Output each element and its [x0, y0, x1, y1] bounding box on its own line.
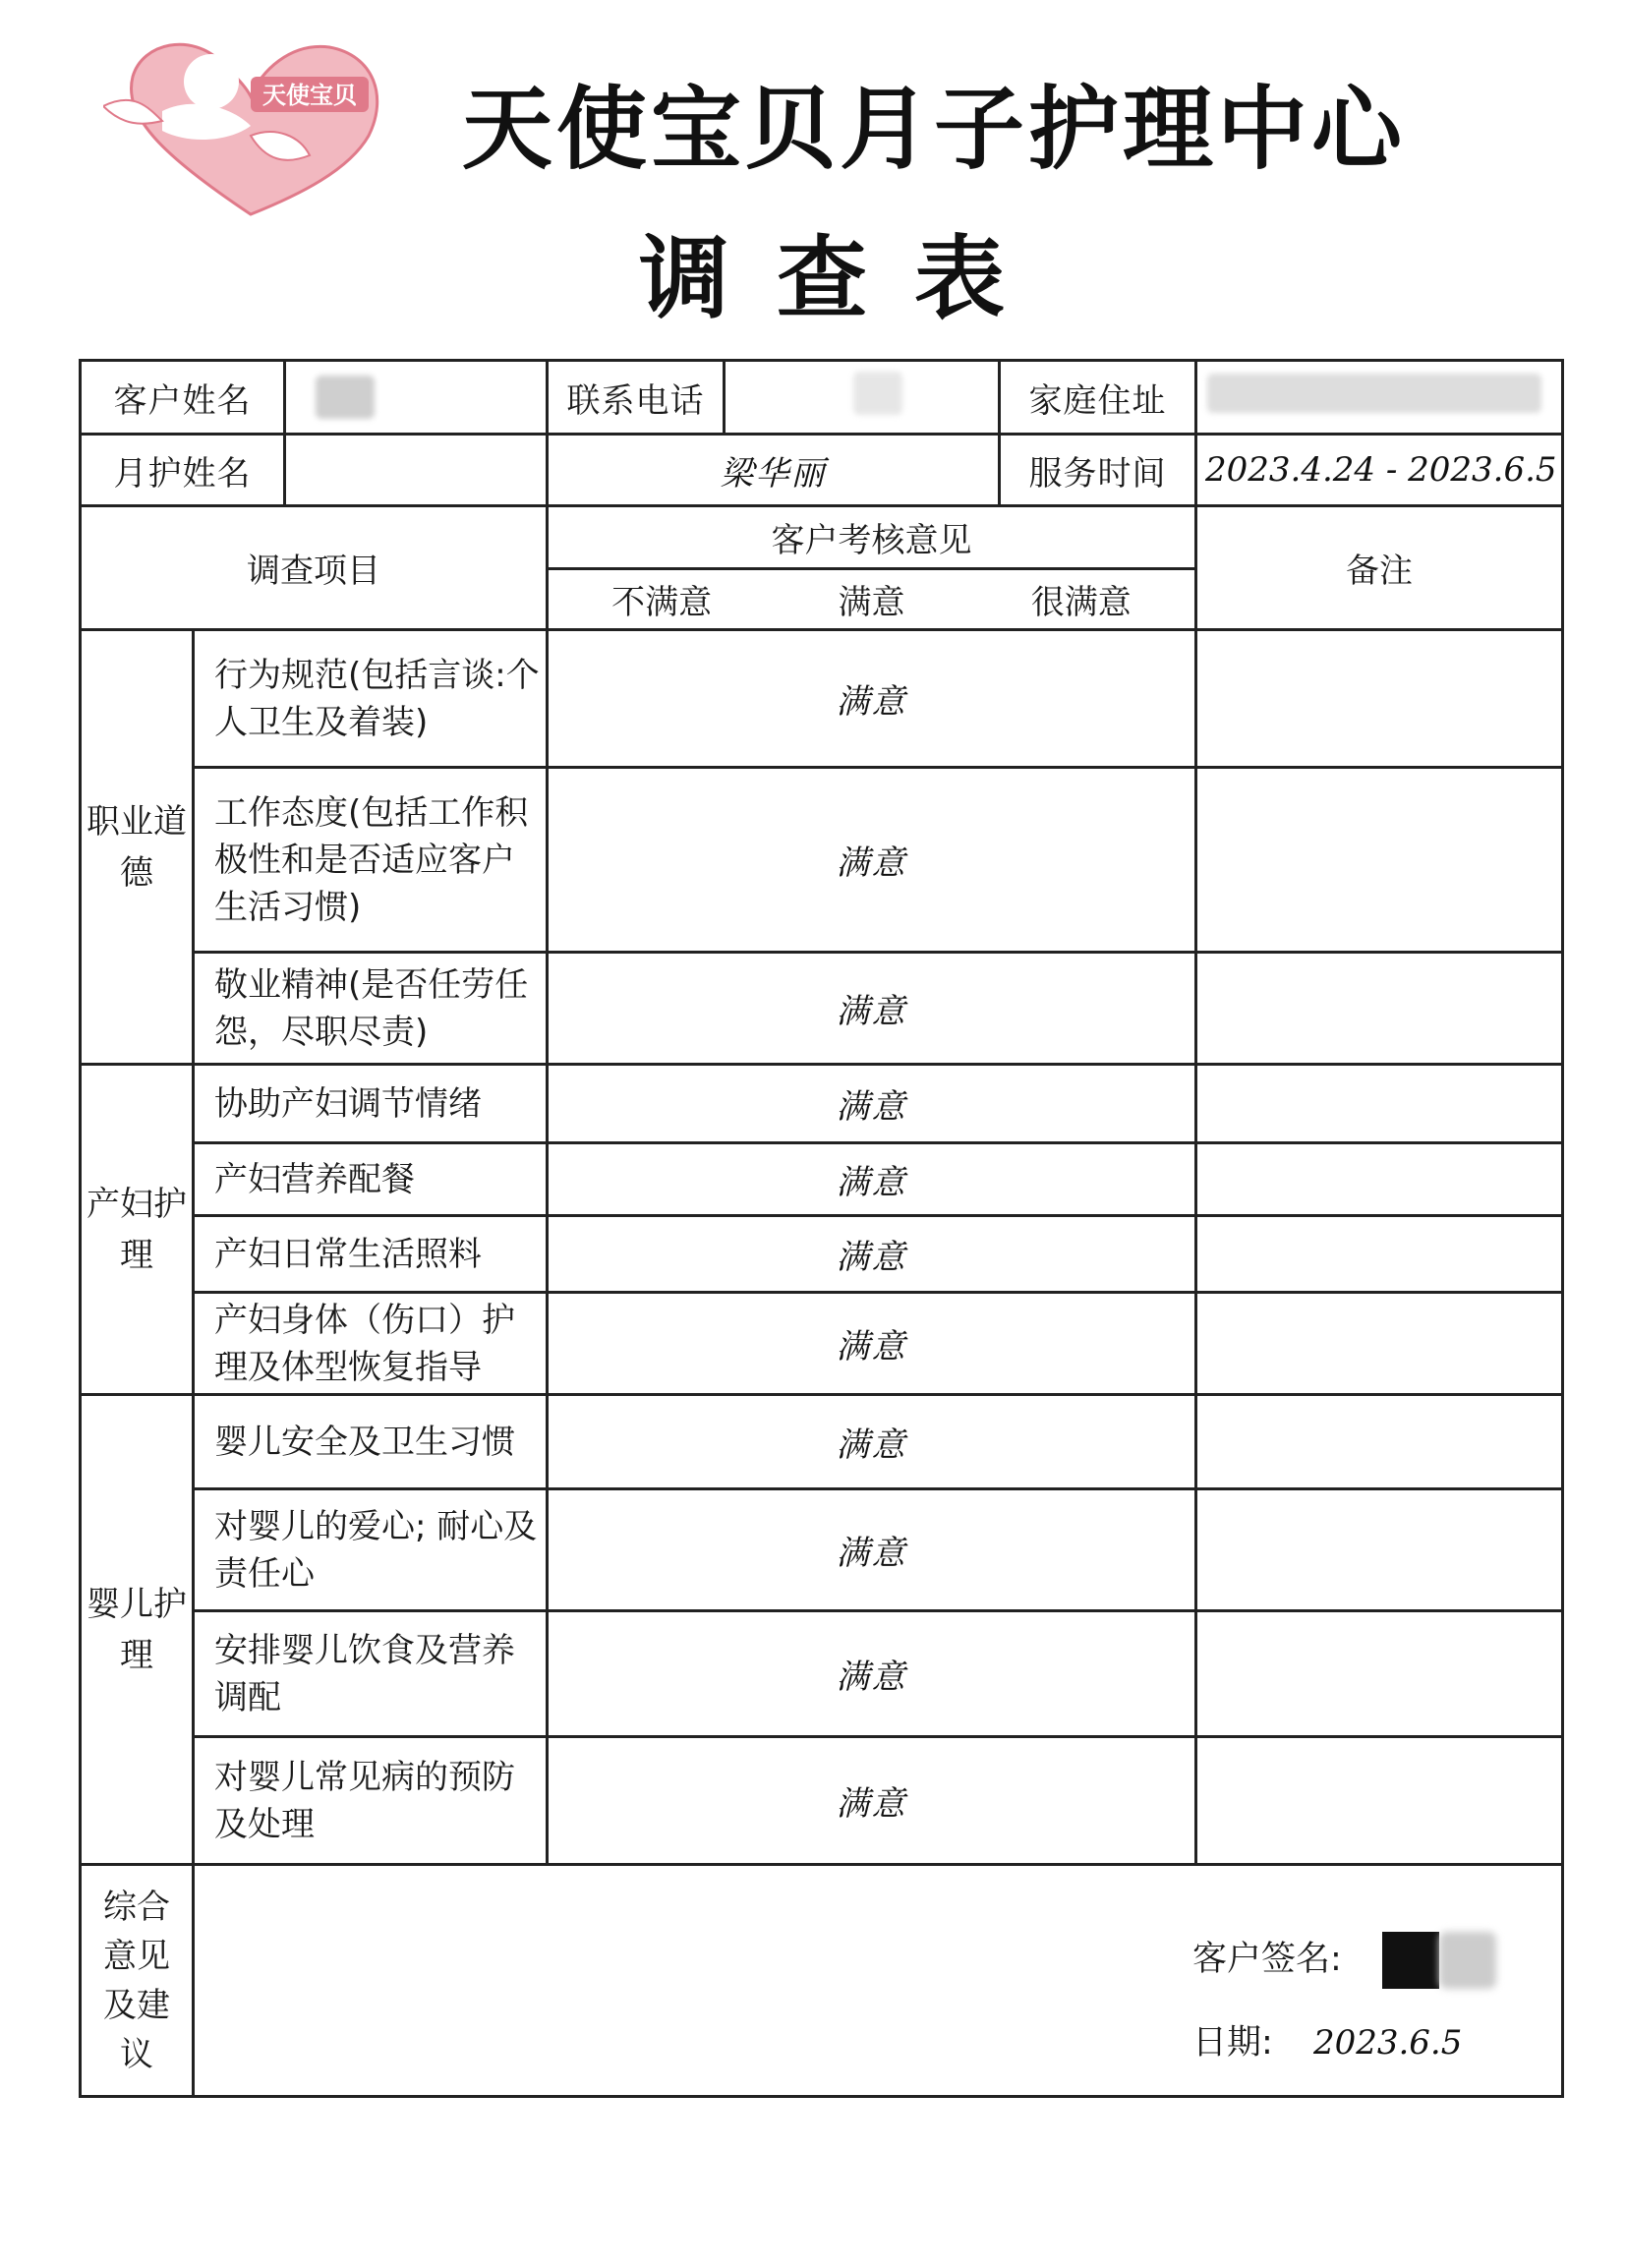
survey-item: 协助产妇调节情绪: [194, 1065, 548, 1143]
summary-content: [194, 1865, 1563, 2097]
nurse-name-value: 梁华丽: [548, 435, 1000, 506]
section-label-ethics: 职业道德: [81, 630, 194, 1065]
notes-cell: [1196, 953, 1563, 1065]
table-row: [81, 1395, 1563, 1489]
table-header-row-1: [81, 506, 1563, 569]
rating-value: 满意: [548, 1143, 1196, 1216]
survey-item: 对婴儿的爱心; 耐心及责任心: [194, 1489, 548, 1611]
survey-item: 对婴儿常见病的预防及处理: [194, 1737, 548, 1865]
notes-cell: [1196, 1611, 1563, 1737]
phone-value: [725, 361, 1000, 435]
logo-heart-angel-icon: [103, 28, 408, 224]
section-label-infant-care: 婴儿护理: [81, 1395, 194, 1865]
summary-row: [81, 1865, 1563, 2097]
rating-value: 满意: [548, 1489, 1196, 1611]
rating-very-satisfied-label: 很满意: [1030, 583, 1132, 622]
notes-cell: [1196, 1293, 1563, 1395]
address-value: [1196, 361, 1563, 435]
rating-value: 满意: [548, 768, 1196, 953]
info-row-1: [81, 361, 1563, 435]
table-row: [81, 1737, 1563, 1865]
survey-item: 产妇日常生活照料: [194, 1216, 548, 1293]
table-row: [81, 1143, 1563, 1216]
address-label: 家庭住址: [1000, 361, 1196, 435]
date-value: 2023.6.5: [1312, 2022, 1463, 2063]
notes-cell: [1196, 1395, 1563, 1489]
rating-value: 满意: [548, 1395, 1196, 1489]
rating-value: 满意: [548, 1216, 1196, 1293]
signature-row: [1192, 1932, 1496, 1989]
service-time-label: 服务时间: [1000, 435, 1196, 506]
rating-value: 满意: [548, 953, 1196, 1065]
nurse-name-label: 月护姓名: [113, 453, 252, 494]
redacted-name-block: [316, 376, 375, 419]
section-label-maternal-care: 产妇护理: [81, 1065, 194, 1395]
survey-item: 敬业精神(是否任劳任怨，尽职尽责): [194, 953, 548, 1065]
notes-cell: [1196, 1489, 1563, 1611]
rating-satisfied-label: 满意: [838, 583, 905, 622]
service-time-value: 2023.4.24 - 2023.6.5: [1196, 435, 1563, 506]
table-row: [81, 1216, 1563, 1293]
table-row: [81, 1293, 1563, 1395]
table-row: [81, 1611, 1563, 1737]
survey-item: 行为规范(包括言谈:个人卫生及着装): [194, 630, 548, 768]
table-row: [81, 768, 1563, 953]
date-label: 日期:: [1192, 2022, 1273, 2063]
date-row: [1192, 2015, 1462, 2064]
org-title: 天使宝贝月子护理中心: [462, 77, 1407, 182]
table-row: [81, 1065, 1563, 1143]
survey-table: [79, 359, 1564, 2098]
opinion-header: 客户考核意见: [548, 506, 1196, 569]
survey-item: 产妇营养配餐: [194, 1143, 548, 1216]
redacted-signature-block: [1382, 1932, 1439, 1989]
notes-cell: [1196, 1143, 1563, 1216]
redacted-address-block: [1207, 374, 1541, 413]
notes-cell: [1196, 768, 1563, 953]
document-header: [0, 0, 1626, 354]
rating-value: 满意: [548, 630, 1196, 768]
notes-header: 备注: [1196, 506, 1563, 630]
nurse-name-cell: [81, 435, 548, 506]
signature-label: 客户签名:: [1192, 1939, 1342, 1979]
rating-unsatisfied-label: 不满意: [611, 583, 713, 622]
info-row-2: [81, 435, 1563, 506]
rating-value: 满意: [548, 1293, 1196, 1395]
items-header: 调查项目: [81, 506, 548, 630]
customer-name-label: 客户姓名: [113, 380, 252, 421]
table-row: [81, 630, 1563, 768]
summary-label: 综合意见及建议: [81, 1865, 194, 2097]
customer-name-cell: [81, 361, 548, 435]
customer-name-value: [283, 362, 546, 433]
rating-scale-header: [548, 569, 1196, 630]
redacted-phone-block: [853, 372, 902, 415]
rating-value: 满意: [548, 1065, 1196, 1143]
notes-cell: [1196, 630, 1563, 768]
table-row: [81, 953, 1563, 1065]
survey-item: 安排婴儿饮食及营养调配: [194, 1611, 548, 1737]
document-title: 调查表: [639, 226, 1053, 331]
logo-text: 天使宝贝: [262, 82, 357, 109]
survey-item: 产妇身体（伤口）护理及体型恢复指导: [194, 1293, 548, 1395]
notes-cell: [1196, 1216, 1563, 1293]
phone-label: 联系电话: [548, 361, 725, 435]
rating-value: 满意: [548, 1737, 1196, 1865]
notes-cell: [1196, 1065, 1563, 1143]
survey-item: 工作态度(包括工作积极性和是否适应客户生活习惯): [194, 768, 548, 953]
table-row: [81, 1489, 1563, 1611]
survey-item: 婴儿安全及卫生习惯: [194, 1395, 548, 1489]
rating-value: 满意: [548, 1611, 1196, 1737]
notes-cell: [1196, 1737, 1563, 1865]
